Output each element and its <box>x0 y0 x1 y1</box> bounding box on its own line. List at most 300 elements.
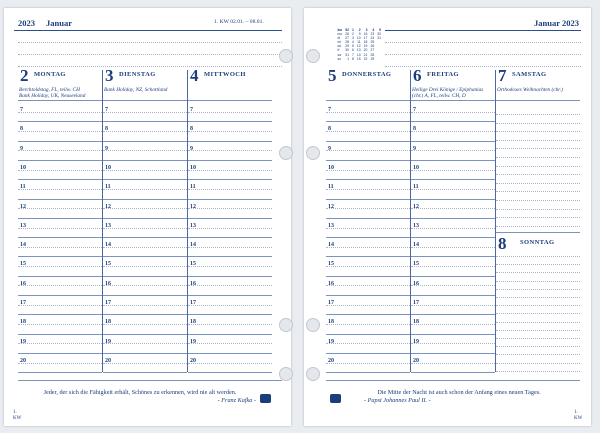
mini-calendar-label: mo <box>337 32 343 37</box>
day-name: MONTAG <box>34 71 66 78</box>
hour-line <box>188 199 272 200</box>
sunday-separator <box>496 232 580 233</box>
punch-hole <box>279 49 293 63</box>
week-range: 1. KW 02.01. – 08.01. <box>214 19 264 25</box>
hour-line <box>103 276 187 277</box>
hour-line <box>411 314 495 315</box>
weekend-line <box>496 322 580 323</box>
mini-calendar-label: di <box>337 36 341 41</box>
hour-label: 19 <box>413 338 419 345</box>
half-hour-line <box>326 131 410 132</box>
weekend-line <box>496 183 580 184</box>
half-hour-line <box>103 150 187 151</box>
hour-line <box>188 334 272 335</box>
hour-label: 19 <box>20 338 26 345</box>
hour-label: 17 <box>328 300 334 306</box>
weekend-line <box>496 131 580 132</box>
hour-label: 14 <box>190 242 196 249</box>
hour-line <box>103 179 187 180</box>
hour-line <box>411 218 495 219</box>
day-header-line <box>103 100 187 101</box>
half-hour-line <box>326 150 410 151</box>
half-hour-line <box>18 150 102 151</box>
day-header-line <box>326 100 410 101</box>
note-line <box>385 42 581 43</box>
hour-line <box>326 372 410 373</box>
quote-author: - Papst Johannes Paul II. - <box>364 396 431 404</box>
weekend-line <box>496 363 580 364</box>
hour-label: 12 <box>105 203 111 210</box>
hour-line <box>326 314 410 315</box>
hour-line <box>18 295 102 296</box>
mini-calendar-label: kw <box>337 28 343 32</box>
mini-calendar-cell: 24 <box>370 36 375 41</box>
weekend-line <box>496 330 580 331</box>
hour-line <box>411 276 495 277</box>
mini-calendar-row <box>336 57 383 61</box>
mini-calendar-cell: 5 <box>379 28 382 32</box>
weekend-line <box>496 281 580 282</box>
holiday-text: Berchtoldstag, FL, teilw. CH <box>19 87 80 93</box>
half-hour-line <box>188 266 272 267</box>
mini-calendar-cell: 6 <box>352 48 354 53</box>
hour-line <box>411 160 495 161</box>
half-hour-line <box>188 189 272 190</box>
hour-line <box>103 334 187 335</box>
hour-label: 16 <box>413 280 419 287</box>
hour-line <box>103 237 187 238</box>
half-hour-line <box>411 285 495 286</box>
mini-calendar-cell: 3 <box>352 36 354 41</box>
kw-number: 1. <box>574 410 578 415</box>
weekend-line <box>496 157 580 158</box>
mini-calendar-cell: 27 <box>345 36 349 41</box>
footer-line <box>18 380 282 381</box>
half-hour-line <box>103 285 187 286</box>
hour-line <box>188 218 272 219</box>
half-hour-line <box>326 363 410 364</box>
half-hour-line <box>188 208 272 209</box>
hour-label: 8 <box>328 126 331 133</box>
day-number: 5 <box>328 66 337 85</box>
weekend-line <box>496 272 580 273</box>
hour-line <box>188 237 272 238</box>
hour-line <box>103 314 187 315</box>
hour-line <box>326 179 410 180</box>
hour-label: 15 <box>190 261 196 268</box>
hour-line <box>188 314 272 315</box>
hour-line <box>411 334 495 335</box>
half-hour-line <box>326 208 410 209</box>
hour-line <box>411 353 495 354</box>
hour-line <box>103 160 187 161</box>
mini-calendar-cell: 14 <box>356 52 361 57</box>
holiday-text: Heilige Drei Könige / Epiphanias <box>412 87 484 93</box>
weekend-line <box>496 371 580 372</box>
half-hour-line <box>18 189 102 190</box>
holiday-text: Bank Holiday, NZ, Schottland <box>104 87 168 93</box>
mini-calendar-label: do <box>337 44 342 49</box>
half-hour-line <box>103 324 187 325</box>
mini-calendar-cell: 4 <box>352 40 354 45</box>
weekend-line <box>496 209 580 210</box>
hour-label: 17 <box>20 300 26 306</box>
mini-calendar-label: fr <box>337 48 340 53</box>
hour-line <box>326 353 410 354</box>
half-hour-line <box>326 285 410 286</box>
half-hour-line <box>411 189 495 190</box>
hour-label: 7 <box>105 107 108 113</box>
half-hour-line <box>411 150 495 151</box>
mini-calendar-cell: 3 <box>365 28 368 32</box>
half-hour-line <box>103 247 187 248</box>
hour-line <box>326 276 410 277</box>
weekend-line <box>496 289 580 290</box>
day-number: 2 <box>20 66 29 85</box>
mini-calendar-cell: 7 <box>352 52 354 57</box>
hour-label: 19 <box>105 338 111 345</box>
hour-label: 14 <box>328 242 334 249</box>
hour-line <box>18 141 102 142</box>
half-hour-line <box>188 112 272 113</box>
mini-calendar-cell: 11 <box>357 40 361 45</box>
hour-label: 16 <box>190 280 196 287</box>
weekend-line <box>496 217 580 218</box>
half-hour-line <box>188 131 272 132</box>
mini-calendar-cell: 31 <box>377 36 382 41</box>
quote-text: Jeder, der sich die Fähigkeit erhält, Schönes zu erkennen, wird nie alt werden. <box>43 389 237 396</box>
day-number: 3 <box>105 66 114 85</box>
hour-label: 9 <box>105 145 108 152</box>
day-name: DONNERSTAG <box>342 71 392 78</box>
hour-label: 16 <box>20 280 26 287</box>
half-hour-line <box>18 228 102 229</box>
note-line <box>385 54 581 55</box>
half-hour-line <box>326 266 410 267</box>
weekend-line <box>496 346 580 347</box>
weekend-line <box>496 305 580 306</box>
hour-label: 20 <box>328 357 334 364</box>
mini-calendar-label: so <box>337 56 342 61</box>
punch-hole <box>279 146 293 160</box>
mini-calendar-cell: 1 <box>352 28 354 32</box>
hour-label: 7 <box>190 107 193 113</box>
hour-line <box>188 179 272 180</box>
half-hour-line <box>411 131 495 132</box>
half-hour-line <box>18 247 102 248</box>
half-hour-line <box>188 150 272 151</box>
mini-calendar-cell: 30 <box>377 32 382 37</box>
punch-hole <box>306 318 320 332</box>
half-hour-line <box>411 266 495 267</box>
day-number: 7 <box>498 66 507 85</box>
weekend-line <box>496 338 580 339</box>
weekend-line <box>496 226 580 227</box>
punch-hole <box>306 49 320 63</box>
hour-line <box>188 121 272 122</box>
mini-calendar-cell: 15 <box>356 56 361 61</box>
day-name: FREITAG <box>427 71 459 78</box>
hour-line <box>326 141 410 142</box>
kw-footer <box>13 410 21 422</box>
hour-line <box>326 237 410 238</box>
hour-label: 13 <box>20 222 26 229</box>
hour-line <box>18 334 102 335</box>
punch-hole <box>279 367 293 381</box>
hour-line <box>411 237 495 238</box>
hour-line <box>411 179 495 180</box>
day-name: SONNTAG <box>520 239 555 246</box>
hour-line <box>411 121 495 122</box>
hour-label: 18 <box>413 319 419 326</box>
half-hour-line <box>188 305 272 306</box>
half-hour-line <box>188 285 272 286</box>
hour-label: 15 <box>413 261 419 268</box>
kw-label: KW <box>574 416 583 421</box>
mini-calendar-cell: 12 <box>356 44 361 49</box>
hour-line <box>188 295 272 296</box>
half-hour-line <box>411 324 495 325</box>
half-hour-line <box>103 228 187 229</box>
half-hour-line <box>411 208 495 209</box>
hour-line <box>18 179 102 180</box>
hour-line <box>326 160 410 161</box>
hour-line <box>103 295 187 296</box>
mini-calendar-cell: 31 <box>345 52 349 57</box>
mini-calendar-cell: 9 <box>358 32 361 37</box>
header-line <box>14 30 282 31</box>
quote-right <box>344 389 574 404</box>
hour-label: 20 <box>190 357 196 364</box>
hour-label: 17 <box>413 300 419 306</box>
hour-label: 9 <box>190 145 193 152</box>
hour-label: 16 <box>105 280 111 287</box>
hour-label: 18 <box>105 319 111 326</box>
weekend-line <box>496 191 580 192</box>
half-hour-line <box>103 131 187 132</box>
hour-line <box>411 295 495 296</box>
right-page <box>304 8 591 426</box>
half-hour-line <box>188 247 272 248</box>
hour-line <box>103 141 187 142</box>
hour-label: 7 <box>20 107 23 113</box>
punch-hole <box>279 318 293 332</box>
mini-calendar-cell: 25 <box>370 40 375 45</box>
mini-calendar <box>336 28 383 61</box>
mini-calendar-cell: 21 <box>363 52 368 57</box>
hour-line <box>18 218 102 219</box>
column-divider <box>495 70 496 372</box>
half-hour-line <box>103 363 187 364</box>
mini-calendar-label: sa <box>337 52 342 57</box>
footer-line <box>326 380 580 381</box>
hour-label: 13 <box>328 222 334 229</box>
brand-logo-icon <box>330 394 341 403</box>
hour-label: 12 <box>20 203 26 210</box>
half-hour-line <box>18 208 102 209</box>
hour-line <box>103 199 187 200</box>
mini-calendar-cell: 28 <box>345 40 349 45</box>
hour-label: 10 <box>413 164 419 171</box>
half-hour-line <box>18 131 102 132</box>
punch-hole <box>306 146 320 160</box>
mini-calendar-cell: 30 <box>345 48 349 53</box>
mini-calendar-cell: 17 <box>363 36 368 41</box>
weekend-line <box>496 200 580 201</box>
month-label: Januar <box>534 18 560 28</box>
mini-calendar-cell: 5 <box>352 44 354 49</box>
day-name: DIENSTAG <box>119 71 156 78</box>
hour-label: 15 <box>20 261 26 268</box>
hour-line <box>103 121 187 122</box>
hour-label: 14 <box>20 242 26 249</box>
half-hour-line <box>411 228 495 229</box>
hour-line <box>18 121 102 122</box>
year-label: 2023 <box>18 18 35 28</box>
hour-line <box>411 372 495 373</box>
note-line <box>18 54 282 55</box>
hour-line <box>18 276 102 277</box>
hour-label: 9 <box>328 145 331 152</box>
kw-footer <box>574 410 582 422</box>
half-hour-line <box>326 170 410 171</box>
column-divider <box>410 70 411 372</box>
half-hour-line <box>18 170 102 171</box>
half-hour-line <box>188 324 272 325</box>
weekend-line <box>496 313 580 314</box>
mini-calendar-cell: 13 <box>356 48 361 53</box>
hour-label: 18 <box>20 319 26 326</box>
hour-line <box>18 314 102 315</box>
hour-label: 12 <box>328 203 334 210</box>
hour-line <box>103 256 187 257</box>
hour-label: 7 <box>328 107 331 113</box>
half-hour-line <box>411 363 495 364</box>
hour-label: 13 <box>105 222 111 229</box>
half-hour-line <box>18 363 102 364</box>
day-name: SAMSTAG <box>512 71 547 78</box>
hour-label: 11 <box>413 184 419 191</box>
hour-line <box>326 199 410 200</box>
weekend-line <box>496 148 580 149</box>
holiday-text: Orthodoxes Weihnachten (chr.) <box>497 87 563 93</box>
half-hour-line <box>326 324 410 325</box>
hour-line <box>411 256 495 257</box>
half-hour-line <box>103 343 187 344</box>
mini-calendar-cell: 18 <box>363 40 368 45</box>
half-hour-line <box>103 208 187 209</box>
hour-line <box>188 160 272 161</box>
holiday-text: (chr.) A, FL, teilw. CH, D <box>412 93 466 100</box>
holiday-text: Bank Holiday, UK, Neuseeland <box>19 93 86 100</box>
header-line <box>385 30 581 31</box>
weekend-line <box>496 256 580 257</box>
half-hour-line <box>18 324 102 325</box>
half-hour-line <box>326 343 410 344</box>
mini-calendar-cell: 26 <box>345 32 349 37</box>
year-label: 2023 <box>562 18 579 28</box>
note-line <box>18 66 282 67</box>
half-hour-line <box>103 112 187 113</box>
mini-calendar-cell: 4 <box>372 28 375 32</box>
hour-line <box>188 256 272 257</box>
half-hour-line <box>103 266 187 267</box>
hour-label: 11 <box>20 184 26 191</box>
hour-label: 19 <box>190 338 196 345</box>
weekend-line <box>496 166 580 167</box>
half-hour-line <box>103 170 187 171</box>
left-page <box>4 8 291 426</box>
mini-calendar-cell: 10 <box>356 36 361 41</box>
half-hour-line <box>188 228 272 229</box>
hour-label: 12 <box>190 203 196 210</box>
half-hour-line <box>326 189 410 190</box>
day-number: 6 <box>413 66 422 85</box>
half-hour-line <box>411 305 495 306</box>
hour-label: 20 <box>105 357 111 364</box>
day-header-line <box>188 100 272 101</box>
day-header-line <box>18 100 102 101</box>
day-header-line <box>411 100 495 101</box>
mini-calendar-cell: 23 <box>370 32 375 37</box>
hour-line <box>18 237 102 238</box>
mini-calendar-cell: 28 <box>370 52 375 57</box>
hour-line <box>188 141 272 142</box>
weekend-line <box>496 123 580 124</box>
hour-line <box>18 256 102 257</box>
hour-label: 10 <box>190 164 196 171</box>
hour-label: 17 <box>190 300 196 306</box>
hour-line <box>103 218 187 219</box>
mini-calendar-cell: 29 <box>370 56 375 61</box>
mini-calendar-cell: 16 <box>363 32 368 37</box>
half-hour-line <box>18 112 102 113</box>
hour-label: 8 <box>190 126 193 133</box>
hour-line <box>188 276 272 277</box>
hour-line <box>326 334 410 335</box>
hour-line <box>326 121 410 122</box>
quote-left <box>24 389 256 404</box>
hour-label: 8 <box>413 126 416 133</box>
half-hour-line <box>103 305 187 306</box>
half-hour-line <box>326 228 410 229</box>
hour-label: 20 <box>20 357 26 364</box>
hour-label: 12 <box>413 203 419 210</box>
half-hour-line <box>411 343 495 344</box>
weekend-line <box>496 114 580 115</box>
weekend-line <box>496 264 580 265</box>
hour-label: 13 <box>413 222 419 229</box>
brand-logo-icon <box>260 394 271 403</box>
hour-line <box>18 372 102 373</box>
mini-calendar-cell: 2 <box>352 32 354 37</box>
hour-label: 11 <box>328 184 334 191</box>
quote-text: Die Mitte der Nacht ist auch schon der Anfang eines neuen Tages. <box>377 389 541 396</box>
hour-label: 18 <box>190 319 196 326</box>
mini-calendar-cell: 52 <box>345 28 349 32</box>
hour-line <box>188 372 272 373</box>
hour-label: 15 <box>328 261 334 268</box>
hour-label: 14 <box>413 242 419 249</box>
day-number: 4 <box>190 66 199 85</box>
weekend-line <box>496 140 580 141</box>
punch-hole <box>306 367 320 381</box>
kw-label: KW <box>13 416 22 421</box>
hour-line <box>326 256 410 257</box>
hour-label: 11 <box>190 184 196 191</box>
month-label: Januar <box>46 18 72 28</box>
half-hour-line <box>411 247 495 248</box>
